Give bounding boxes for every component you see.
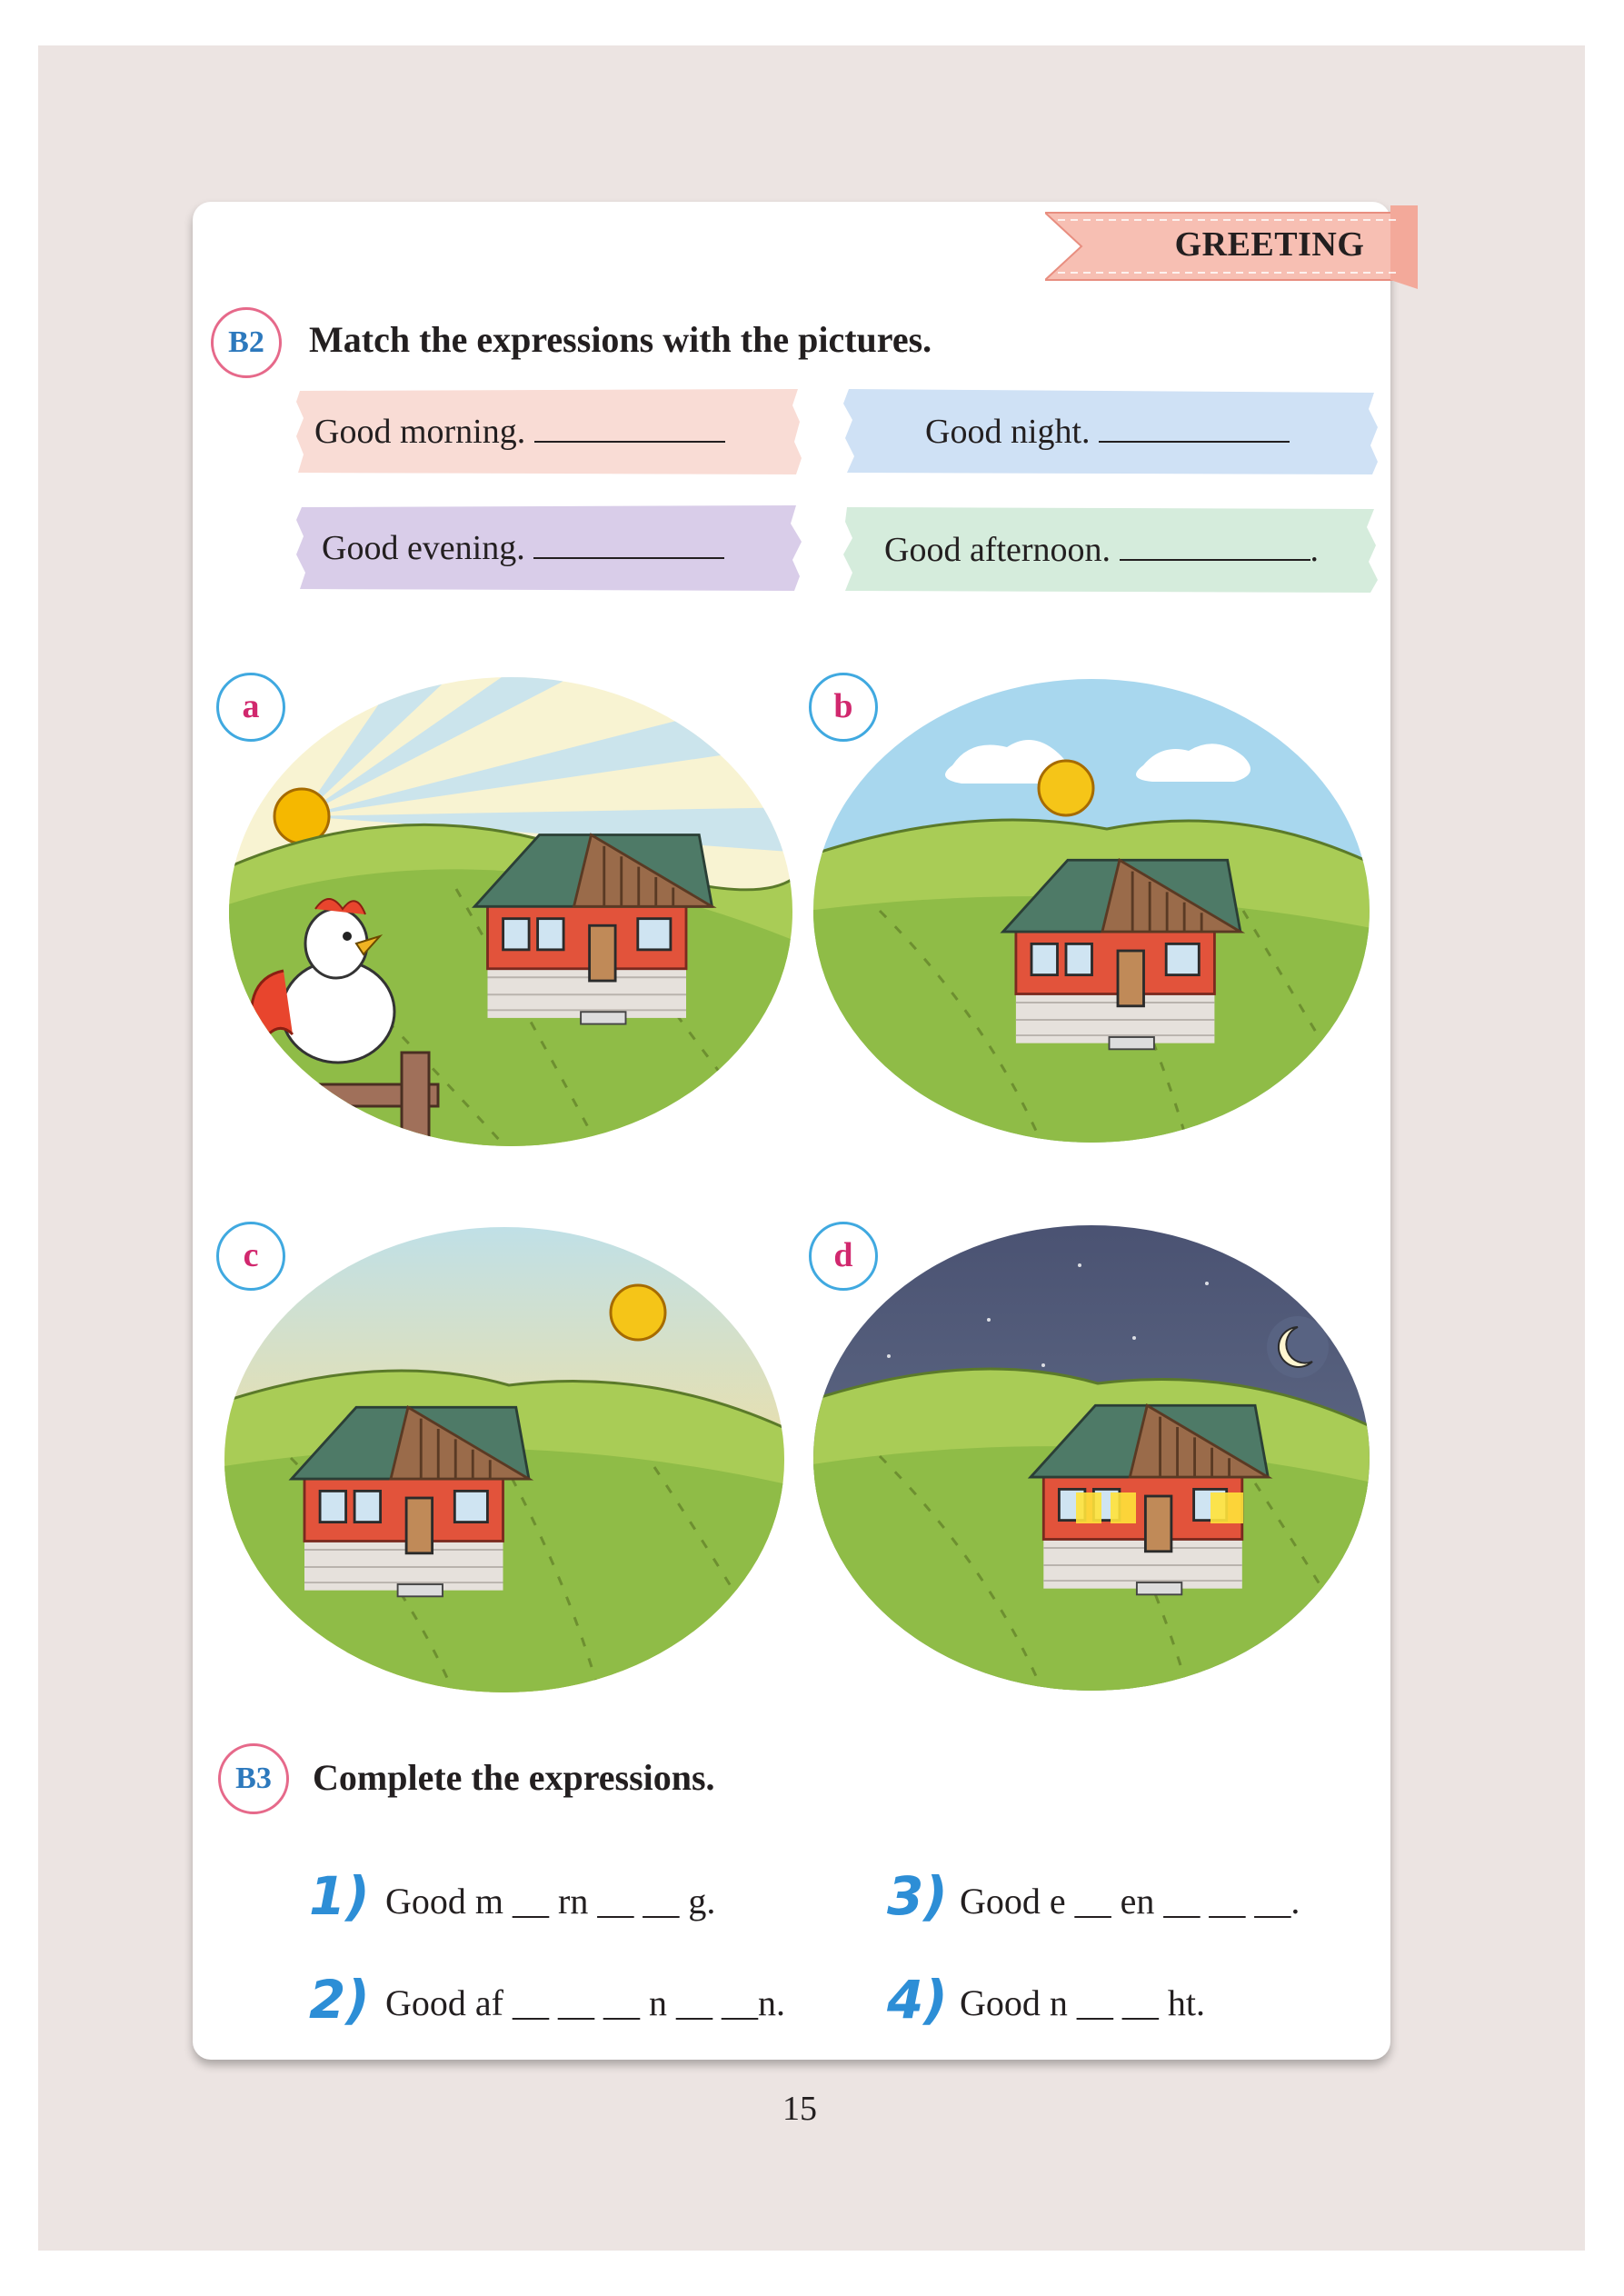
tape-good-afternoon: Good afternoon. .: [843, 507, 1378, 593]
picture-a-sunrise: [220, 671, 802, 1153]
item-number-2: 2): [309, 1969, 370, 2031]
picture-label-b: b: [809, 673, 878, 742]
expression-3[interactable]: Good e __ en __ __ __.: [960, 1881, 1300, 1922]
expression-good-evening: Good evening.: [322, 529, 525, 567]
item-number-3: 3): [887, 1865, 948, 1927]
b3-instruction: Complete the expressions.: [313, 1757, 715, 1798]
picture-label-d: d: [809, 1222, 878, 1291]
answer-blank[interactable]: [1120, 532, 1310, 561]
item-number-1: 1): [309, 1865, 370, 1927]
b2-instruction: Match the expressions with the pictures.: [309, 319, 932, 360]
section-ribbon: [1045, 198, 1427, 294]
tape-good-night: [843, 389, 1378, 474]
tape-good-morning: [296, 389, 802, 474]
exercise-badge-b3: B3: [218, 1743, 289, 1814]
expression-good-afternoon: Good afternoon.: [884, 531, 1111, 569]
answer-blank[interactable]: [534, 414, 725, 443]
picture-label-a: a: [216, 673, 285, 742]
section-tag: GREETING: [1174, 225, 1365, 264]
picture-c-afternoon: [218, 1222, 791, 1694]
picture-d-night: [807, 1220, 1376, 1692]
expression-4[interactable]: Good n __ __ ht.: [960, 1982, 1205, 2023]
expression-1[interactable]: Good m __ rn __ __ g.: [385, 1881, 716, 1922]
expression-good-night: Good night.: [925, 413, 1091, 451]
tape-good-evening: [296, 505, 802, 591]
answer-blank[interactable]: [1099, 414, 1290, 443]
page-number: 15: [782, 2090, 817, 2128]
exercise-badge-b2: B2: [211, 307, 282, 378]
expression-good-morning: Good morning.: [314, 413, 526, 451]
picture-b-midday: [807, 674, 1376, 1147]
answer-blank[interactable]: [533, 530, 724, 559]
picture-label-c: c: [216, 1222, 285, 1291]
item-number-4: 4): [887, 1969, 948, 2031]
expression-2[interactable]: Good af __ __ __ n __ __n.: [385, 1982, 785, 2023]
